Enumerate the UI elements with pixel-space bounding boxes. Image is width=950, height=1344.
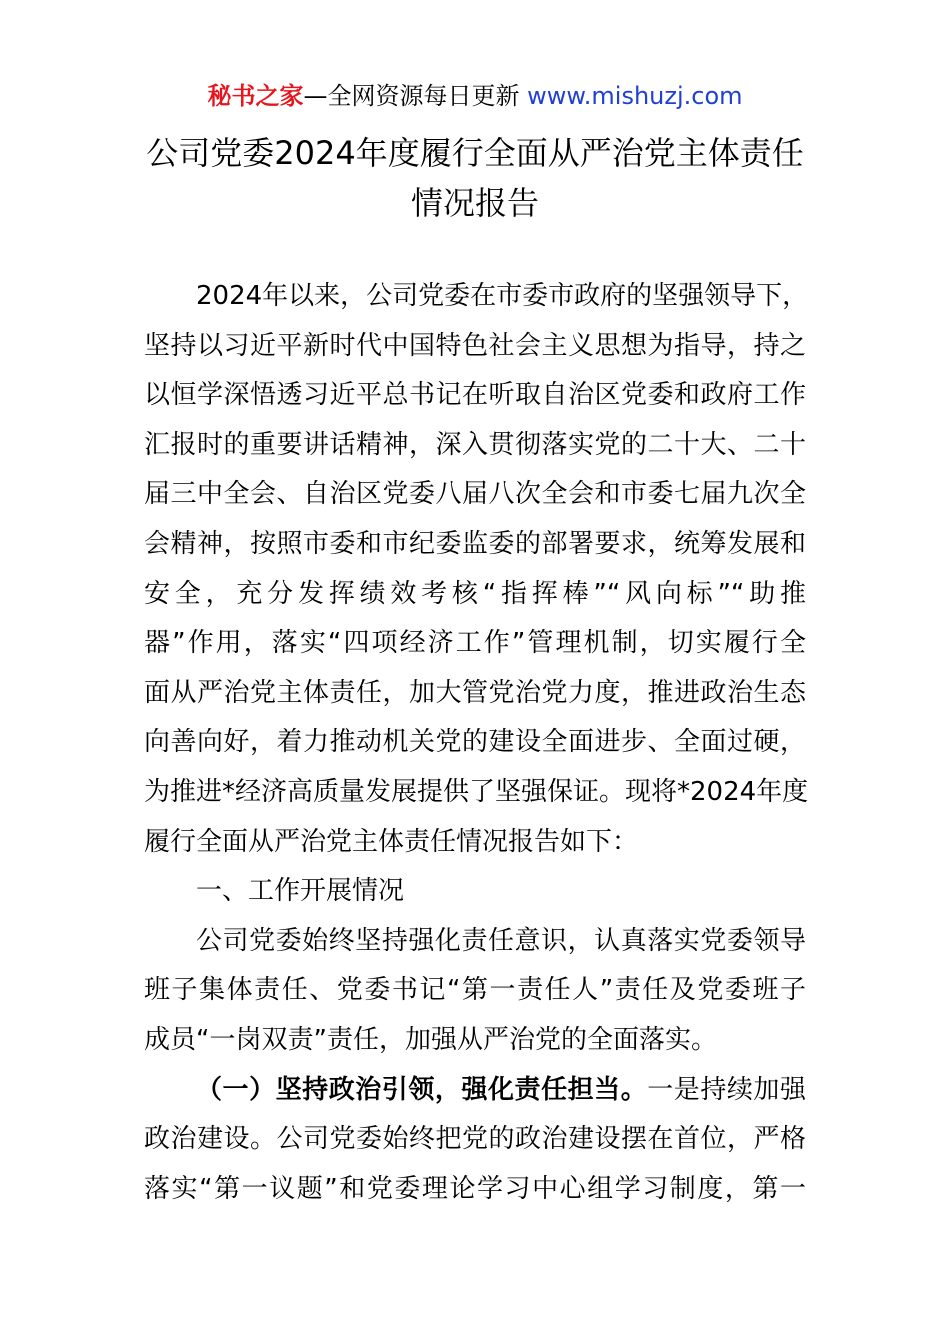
- paragraph-line: 向善向好，着力推动机关党的建设全面进步、全面过硬，: [144, 727, 806, 758]
- site-url-link[interactable]: www.mishuzj.com: [527, 82, 743, 110]
- title-line-2: 情况报告: [410, 183, 539, 222]
- paragraph-line: 成员“一岗双责”责任，加强从严治党的全面落实。: [144, 1024, 717, 1055]
- paragraph-line: 届三中全会、自治区党委八届八次全会和市委七届九次全: [144, 479, 806, 510]
- subsection-heading: （一）坚持政治引领，强化责任担当。: [196, 1074, 648, 1105]
- paragraph-line: 公司党委始终坚持强化责任意识，认真落实党委领导: [196, 925, 806, 956]
- paragraph-line: 2024年以来，公司党委在市委市政府的坚强领导下，: [196, 281, 809, 311]
- document-body: [144, 272, 809, 1214]
- brand-name: 秘书之家: [207, 82, 304, 110]
- paragraph-line: 班子集体责任、党委书记“第一责任人”责任及党委班子: [144, 975, 806, 1006]
- paragraph-line: 安全，充分发挥绩效考核“指挥棒”“风向标”“助推: [144, 578, 806, 609]
- site-header: [0, 80, 950, 112]
- header-tagline: —全网资源每日更新: [303, 82, 528, 110]
- subsection-text: 一是持续加强: [647, 1074, 806, 1105]
- paragraph-line: 汇报时的重要讲话精神，深入贯彻落实党的二十大、二十: [144, 429, 806, 460]
- paragraph-line: 会精神，按照市委和市纪委监委的部署要求，统筹发展和: [144, 528, 806, 559]
- paragraph-line: 面从严治党主体责任，加大管党治党力度，推进政治生态: [144, 677, 806, 708]
- paragraph-line: 政治建设。公司党委始终把党的政治建设摆在首位，严格: [144, 1124, 806, 1155]
- subsection-line: [144, 1066, 806, 1116]
- paragraph-line: 履行全面从严治党主体责任情况报告如下：: [144, 826, 639, 857]
- title-line-1: 公司党委2024年度履行全面从严治党主体责任: [146, 134, 804, 172]
- paragraph-line: 为推进*经济高质量发展提供了坚强保证。现将*2024年度: [144, 776, 809, 807]
- paragraph-line: 坚持以习近平新时代中国特色社会主义思想为指导，持之: [144, 330, 806, 361]
- document-title: [0, 128, 950, 227]
- paragraph-line: 器”作用，落实“四项经济工作”管理机制，切实履行全: [144, 628, 806, 659]
- paragraph-line: 以恒学深悟透习近平总书记在听取自治区党委和政府工作: [144, 380, 806, 411]
- paragraph-line: 落实“第一议题”和党委理论学习中心组学习制度，第一: [144, 1173, 806, 1204]
- section-heading: 一、工作开展情况: [196, 876, 405, 907]
